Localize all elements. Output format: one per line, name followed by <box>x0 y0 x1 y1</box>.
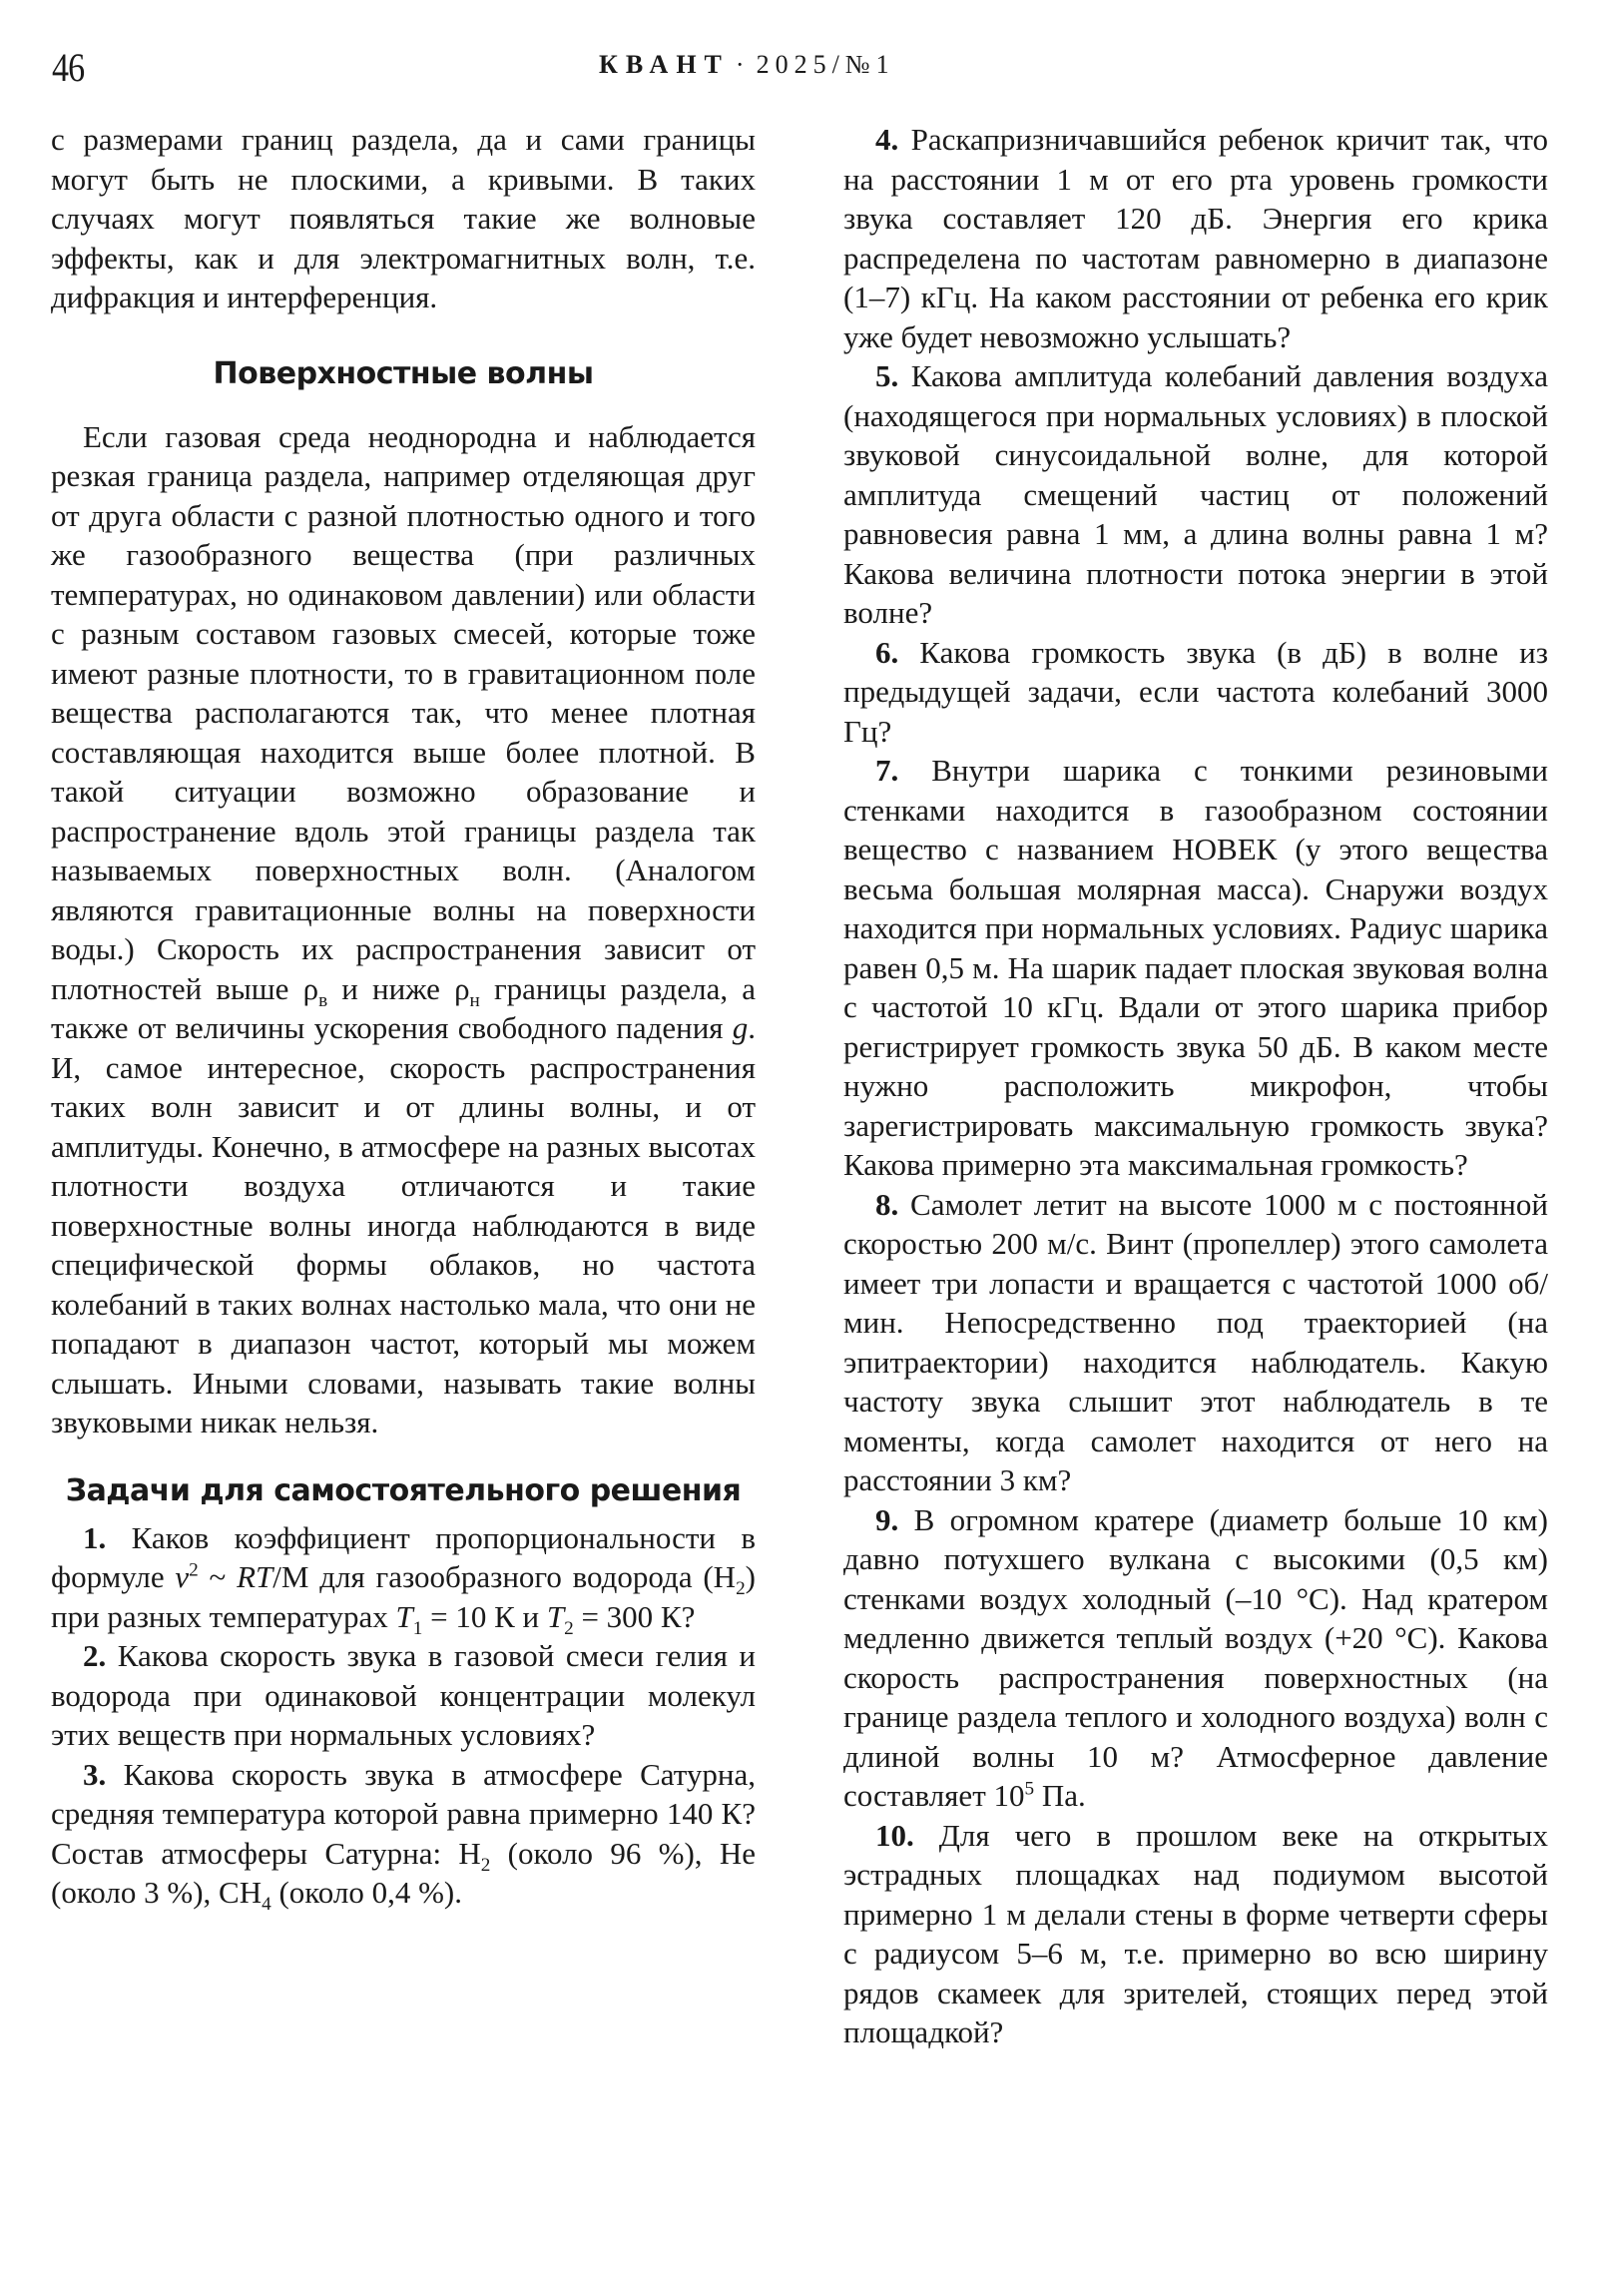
surface-waves-paragraph: Если газовая среда неоднородна и наблюдается резкая граница раздела, например отделяющая друг от друга области с разной плотностью одного и того же газообразного вещества (при различных температурах, но одинаковом давлении) или области с разным составом газовых смесей, которые тоже имеют разные плотности, то в гравитационном поле вещества располагаются так, что менее плотная составляющая находится выше более плотной. В такой ситуации возможно образование и распространение вдоль этой границы раздела так называемых поверхностных волн. (Аналогом являются гравитационные волны на поверхности воды.) Скорость их распространения зависит от плотностей выше $\rho_в$ и ниже $\rho_н$ границы раздела, а также от величины ускорения свободного падения g. И, самое интересное, скорость распространения таких волн зависит и от длины волны, и от амплитуды. Конечно, в атмосфере на разных высотах плотности воздуха отличаются и такие поверхностные волны иногда наблюдаются в виде специфической формы облаков, но частота колебаний в таких волнах настолько мала, что они не попадают в диапазон частот, который мы можем слышать. Иными словами, называть такие волны звуковыми никак нельзя. <box>51 418 756 1439</box>
task-10: 10. Для чего в прошлом веке на открытых эстрадных площадках над подиумом высотой примерно 1 м делали стены в форме четверти сферы с радиусом 5–6 м, т.е. примерно во всю ширину рядов скамеек для зрителей, стоящих перед этой площадкой? <box>843 1817 1548 2049</box>
task-9: 9. В огромном кратере (диаметр больше 10 км) давно потухшего вулкана с высокими (0,5 км) стенками воздух холодный (–10 °С). Над кратером медленно движется теплый воздух (+20 °С). Какова скорость распространения поверхностных (на границе раздела теплого и холодного воздуха) волн с длиной волны 10 м? Атмосферное давление составляет $10^5$ Па. <box>843 1501 1548 1813</box>
task-number: 2. <box>83 1638 107 1673</box>
left-column <box>51 120 756 1916</box>
task-6: 6. Какова громкость звука (в дБ) в волне из предыдущей задачи, если частота колебаний 3000 Гц? <box>843 634 1548 749</box>
task-5: 5. Какова амплитуда колебаний давления воздуха (находящегося при нормальных условиях) в плоской звуковой синусоидальной волне, для которой амплитуда смещений частиц от положений равновесия равна 1 мм, а длина волны равна 1 м? Какова величина плотности потока энергии в этой волне? <box>843 358 1548 630</box>
page-number: 46 <box>52 45 85 90</box>
page-header <box>0 40 1597 90</box>
section-heading-tasks: Задачи для самостоятельного решения <box>65 1472 742 1508</box>
task-4: 4. Раскапризничавшийся ребенок кричит так, что на расстоянии 1 м от его рта уровень громкости звука составляет 120 дБ. Энергия его крика распределена по частотам равномерно в диапазоне (1–7) кГц. На каком расстоянии от ребенка его крик уже будет невозможно услышать? <box>843 122 1548 354</box>
task-2: 2. Какова скорость звука в газовой смеси гелия и водорода при одинаковой концентрации молекул этих веществ при нормальных условиях? <box>51 1638 756 1752</box>
intro-paragraph: с размерами границ раздела, да и сами границы могут быть не плоскими, а кривыми. В таких случаях могут появляться такие же волновые эффекты, как и для электромагнитных волн, т.е. дифракция и интерференция. <box>51 122 756 314</box>
task-number: 9. <box>875 1501 899 1537</box>
task-number: 4. <box>875 122 899 157</box>
task-number: 10. <box>875 1817 914 1853</box>
section-heading-surface-waves: Поверхностные волны <box>213 355 594 391</box>
right-column <box>843 120 1548 2052</box>
task-7: 7. Внутри шарика с тонкими резиновыми стенками находится в газообразном состоянии вещество с названием НОВЕК (у этого вещества весьма большая молярная масса). Снаружи воздух находится при нормальных условиях. Радиус шарика равен 0,5 м. На шарик падает плоская звуковая волна с частотой 10 кГц. Вдали от этого шарика прибор регистрирует громкость звука 50 дБ. В каком месте нужно расположить микрофон, чтобы зарегистрировать максимальную громкость звука? Какова примерно эта максимальная громкость? <box>843 753 1548 1182</box>
magazine-title: КВАНТ <box>599 50 730 79</box>
task-8: 8. Самолет летит на высоте 1000 м с постоянной скоростью 200 м/с. Винт (пропеллер) этого самолета имеет три лопасти и вращается с частотой 1000 об/мин. Непосредственно под траекторией (на эпитраектории) находится наблюдатель. Какую частоту звука слышит этот наблюдатель в те моменты, когда самолет находится от него на расстоянии 3 км? <box>843 1186 1548 1497</box>
running-head <box>599 50 895 80</box>
task-number: 3. <box>83 1756 107 1792</box>
task-number: 5. <box>875 358 899 393</box>
issue-number: 2025/№1 <box>756 50 895 79</box>
task-number: 8. <box>875 1186 899 1222</box>
task-number: 1. <box>83 1519 107 1555</box>
task-number: 7. <box>875 753 899 788</box>
running-head-separator: · <box>735 50 751 79</box>
task-number: 6. <box>875 634 899 670</box>
task-3: 3. Какова скорость звука в атмосфере Сатурна, средняя температура которой равна примерно 140 К? Состав атмосферы Сатурна: $Н_2$ (около 96 %), Не (около 3 %), $СН_4$ (около 0,4 %). <box>51 1756 756 1916</box>
task-1: 1. Каков коэффициент пропорциональности в формуле $v^2$ ~ RT/М для газообразного водорода $(Н_2)$ при разных температурах $T_1 = 10$ К и $T_2 = 300$ К? <box>51 1519 756 1639</box>
